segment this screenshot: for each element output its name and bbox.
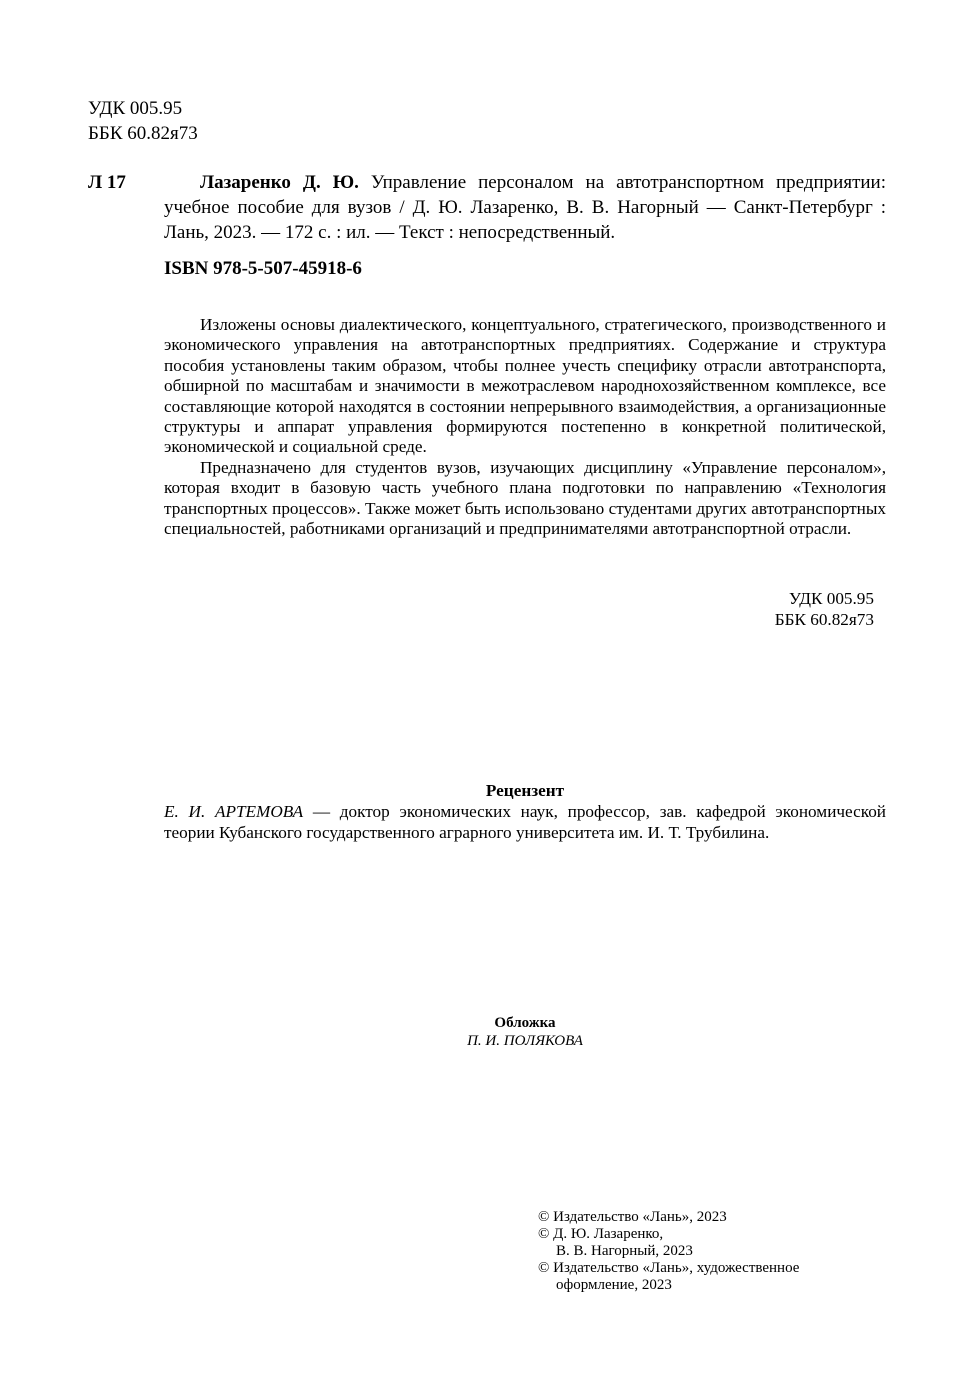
- udk-code: УДК 005.95: [88, 98, 183, 119]
- copyright-line: © Издательство «Лань», 2023: [538, 1209, 727, 1225]
- cover-designer: П. И. ПОЛЯКОВА: [467, 1033, 583, 1049]
- reviewer-description: — доктор экономических наук, профессор, зав. кафедрой экономической теории Кубанского государственного аграрного университета им. И. Т. Трубилина.: [164, 802, 886, 842]
- copyright-line: © Издательство «Лань», художественное: [538, 1260, 800, 1276]
- description-text: Управление персоналом на автотранспортном предприятии: учебное пособие для вузов / Д. Ю. Лазаренко, В. В. Нагорный — Санкт-Петербург : Лань, 2023. — 172 с. : ил. — Текст : непосредственный.: [164, 172, 886, 243]
- bbk-code: ББК 60.82я73: [88, 123, 198, 144]
- annotation-paragraph: Предназначено для студентов вузов, изучающих дисциплину «Управление персоналом», которая входит в базовую часть учебного плана подготовки по направлению «Технология транспортных процессов». Также может быть использовано студентами других автотранспортных специальностей, работниками организаций и предпринимателями автотранспортной отрасли.: [164, 457, 886, 539]
- author-sign: Л 17: [88, 172, 126, 193]
- author-name: Лазаренко Д. Ю.: [200, 172, 359, 193]
- annotation-paragraph: Изложены основы диалектического, концептуального, стратегического, производственного и экономического управления на автотранспортных предприятиях. Содержание и структура пособия установлены таким образом, чтобы полнее учесть специфику отрасли автотранспорта, обширной по масштабам и значимости в межотраслевом народнохозяйственном комплексе, все составляющие которой находятся в состоянии непрерывного взаимодействия, а организационные структуры и аппарат управления формируются постепенно в конкретной политической, экономической и социальной среде.: [164, 315, 886, 457]
- bibliographic-description: [164, 170, 886, 245]
- reviewer-heading: Рецензент: [485, 781, 565, 800]
- classification-header: [88, 96, 198, 146]
- bbk-code: ББК 60.82я73: [774, 610, 874, 629]
- cover-heading: Обложка: [494, 1015, 556, 1031]
- classification-footer: [760, 588, 874, 630]
- reviewer-name: Е. И. АРТЕМОВА: [164, 802, 304, 821]
- annotation: [164, 315, 886, 539]
- copyright-line: оформление, 2023: [556, 1277, 672, 1293]
- reviewer-info: [164, 801, 886, 843]
- copyright-block: [538, 1209, 868, 1294]
- copyright-line: © Д. Ю. Лазаренко,: [538, 1226, 664, 1242]
- isbn: ISBN 978-5-507-45918-6: [164, 258, 362, 279]
- udk-code: УДК 005.95: [788, 589, 874, 608]
- copyright-line: В. В. Нагорный, 2023: [556, 1243, 693, 1259]
